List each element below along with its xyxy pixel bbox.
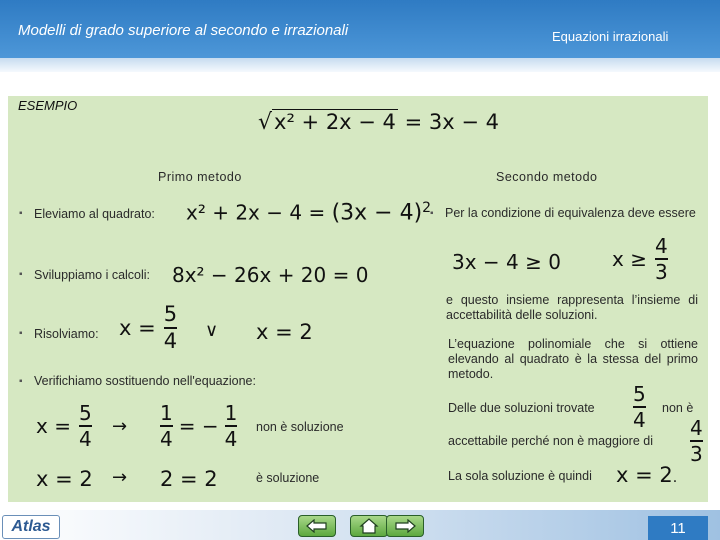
check2-arrow: →	[112, 467, 128, 488]
solution-text-a: Delle due soluzioni trovate	[448, 401, 595, 415]
step3-label: Risolviamo:	[34, 327, 99, 341]
paragraph-1: e questo insieme rappresenta l’insieme di accettabilità delle soluzioni.	[446, 293, 698, 322]
step4-label: Verifichiamo sostituendo nell'equazione:	[34, 374, 256, 388]
cond-inequality: 3x − 4 ≥ 0	[452, 250, 561, 274]
check2-result: è soluzione	[256, 471, 320, 485]
section-title: Equazioni irrazionali	[552, 29, 669, 44]
bullet-3: ▪	[19, 328, 23, 339]
step1-exponent: 2	[422, 200, 432, 216]
bullet-1: ▪	[19, 208, 23, 219]
cond-x-label: x ≥	[612, 247, 647, 271]
cond-text: Per la condizione di equivalenza deve essere	[445, 206, 696, 220]
method2-title: Secondo metodo	[496, 170, 598, 184]
equation-right: = 3x − 4	[404, 110, 499, 134]
step2-label: Sviluppiamo i calcoli:	[34, 268, 151, 282]
cond-fraction	[655, 236, 668, 282]
header-band	[0, 58, 720, 72]
check1-math	[160, 403, 237, 449]
presentation-title: Modelli di grado superiore al secondo e irrazionali	[18, 22, 349, 39]
arrow-right-icon	[394, 519, 416, 533]
solution-fraction-2	[690, 418, 703, 464]
check1-eq: = −	[178, 414, 219, 438]
step3-num: 5	[163, 302, 178, 326]
cond-num: 4	[654, 234, 668, 258]
solution-num: 5	[633, 382, 646, 406]
step1-label: Eleviamo al quadrato:	[34, 207, 155, 221]
step3-or: ∨	[205, 320, 219, 341]
step1-math	[186, 200, 431, 226]
check1-rhs-fraction	[225, 403, 238, 449]
check1-fraction	[79, 403, 92, 449]
final-dot: .	[672, 470, 678, 486]
home-button[interactable]	[350, 515, 388, 537]
step3-math	[119, 304, 177, 352]
cond-den: 3	[654, 260, 668, 284]
check1-rhs-den: 4	[224, 427, 238, 451]
check1-x-label: x =	[36, 414, 71, 438]
bullet-4: ▪	[19, 376, 23, 387]
solution-text-c: accettabile perché non è maggiore di	[448, 434, 653, 448]
solution-den: 4	[633, 408, 646, 432]
check1-rhs-num: 1	[224, 401, 238, 425]
step3-den: 4	[163, 329, 178, 353]
example-label: ESEMPIO	[18, 98, 78, 113]
prev-button[interactable]	[298, 515, 336, 537]
atlas-logo: Atlas	[2, 515, 60, 539]
cond-x	[612, 236, 668, 282]
bullet-5: ▪	[430, 208, 434, 219]
sqrt-symbol: √	[258, 110, 273, 135]
step1-math-paren: (3x − 4)	[331, 200, 423, 226]
check1-num: 5	[78, 401, 92, 425]
check1-arrow: →	[112, 416, 128, 437]
arrow-left-icon	[306, 519, 328, 533]
final-math	[616, 463, 677, 487]
solution-num-2: 4	[690, 416, 703, 440]
sqrt-radicand: x² + 2x − 4	[274, 110, 396, 134]
check2-eq: 2 = 2	[160, 467, 218, 491]
check1-den: 4	[78, 427, 92, 451]
check1-result: non è soluzione	[256, 420, 344, 434]
check1-lhs-den: 4	[160, 427, 173, 451]
method1-title: Primo metodo	[158, 170, 242, 184]
step3-x2: x = 2	[256, 320, 313, 344]
check1-lhs-num: 1	[160, 401, 173, 425]
paragraph-2: L’equazione polinomiale che si ottiene elevando al quadrato è la stessa del primo metodo.	[448, 337, 698, 381]
step1-math-left: x² + 2x − 4 =	[186, 200, 332, 225]
solution-text-b: non è	[662, 401, 694, 415]
page-number: 11	[648, 516, 708, 540]
check1-lhs-fraction	[160, 403, 173, 449]
home-icon	[359, 518, 379, 534]
check2-x: x = 2	[36, 467, 93, 491]
check1-x	[36, 403, 92, 449]
step3-x: x =	[119, 316, 156, 340]
solution-den-2: 3	[690, 442, 703, 466]
next-button[interactable]	[386, 515, 424, 537]
step3-fraction	[164, 304, 177, 352]
step2-math: 8x² − 26x + 20 = 0	[172, 263, 369, 287]
final-math-eq: x = 2	[616, 463, 673, 487]
final-text: La sola soluzione è quindi	[448, 469, 592, 483]
bullet-2: ▪	[19, 269, 23, 280]
solution-fraction	[633, 384, 646, 430]
main-equation	[258, 110, 499, 135]
